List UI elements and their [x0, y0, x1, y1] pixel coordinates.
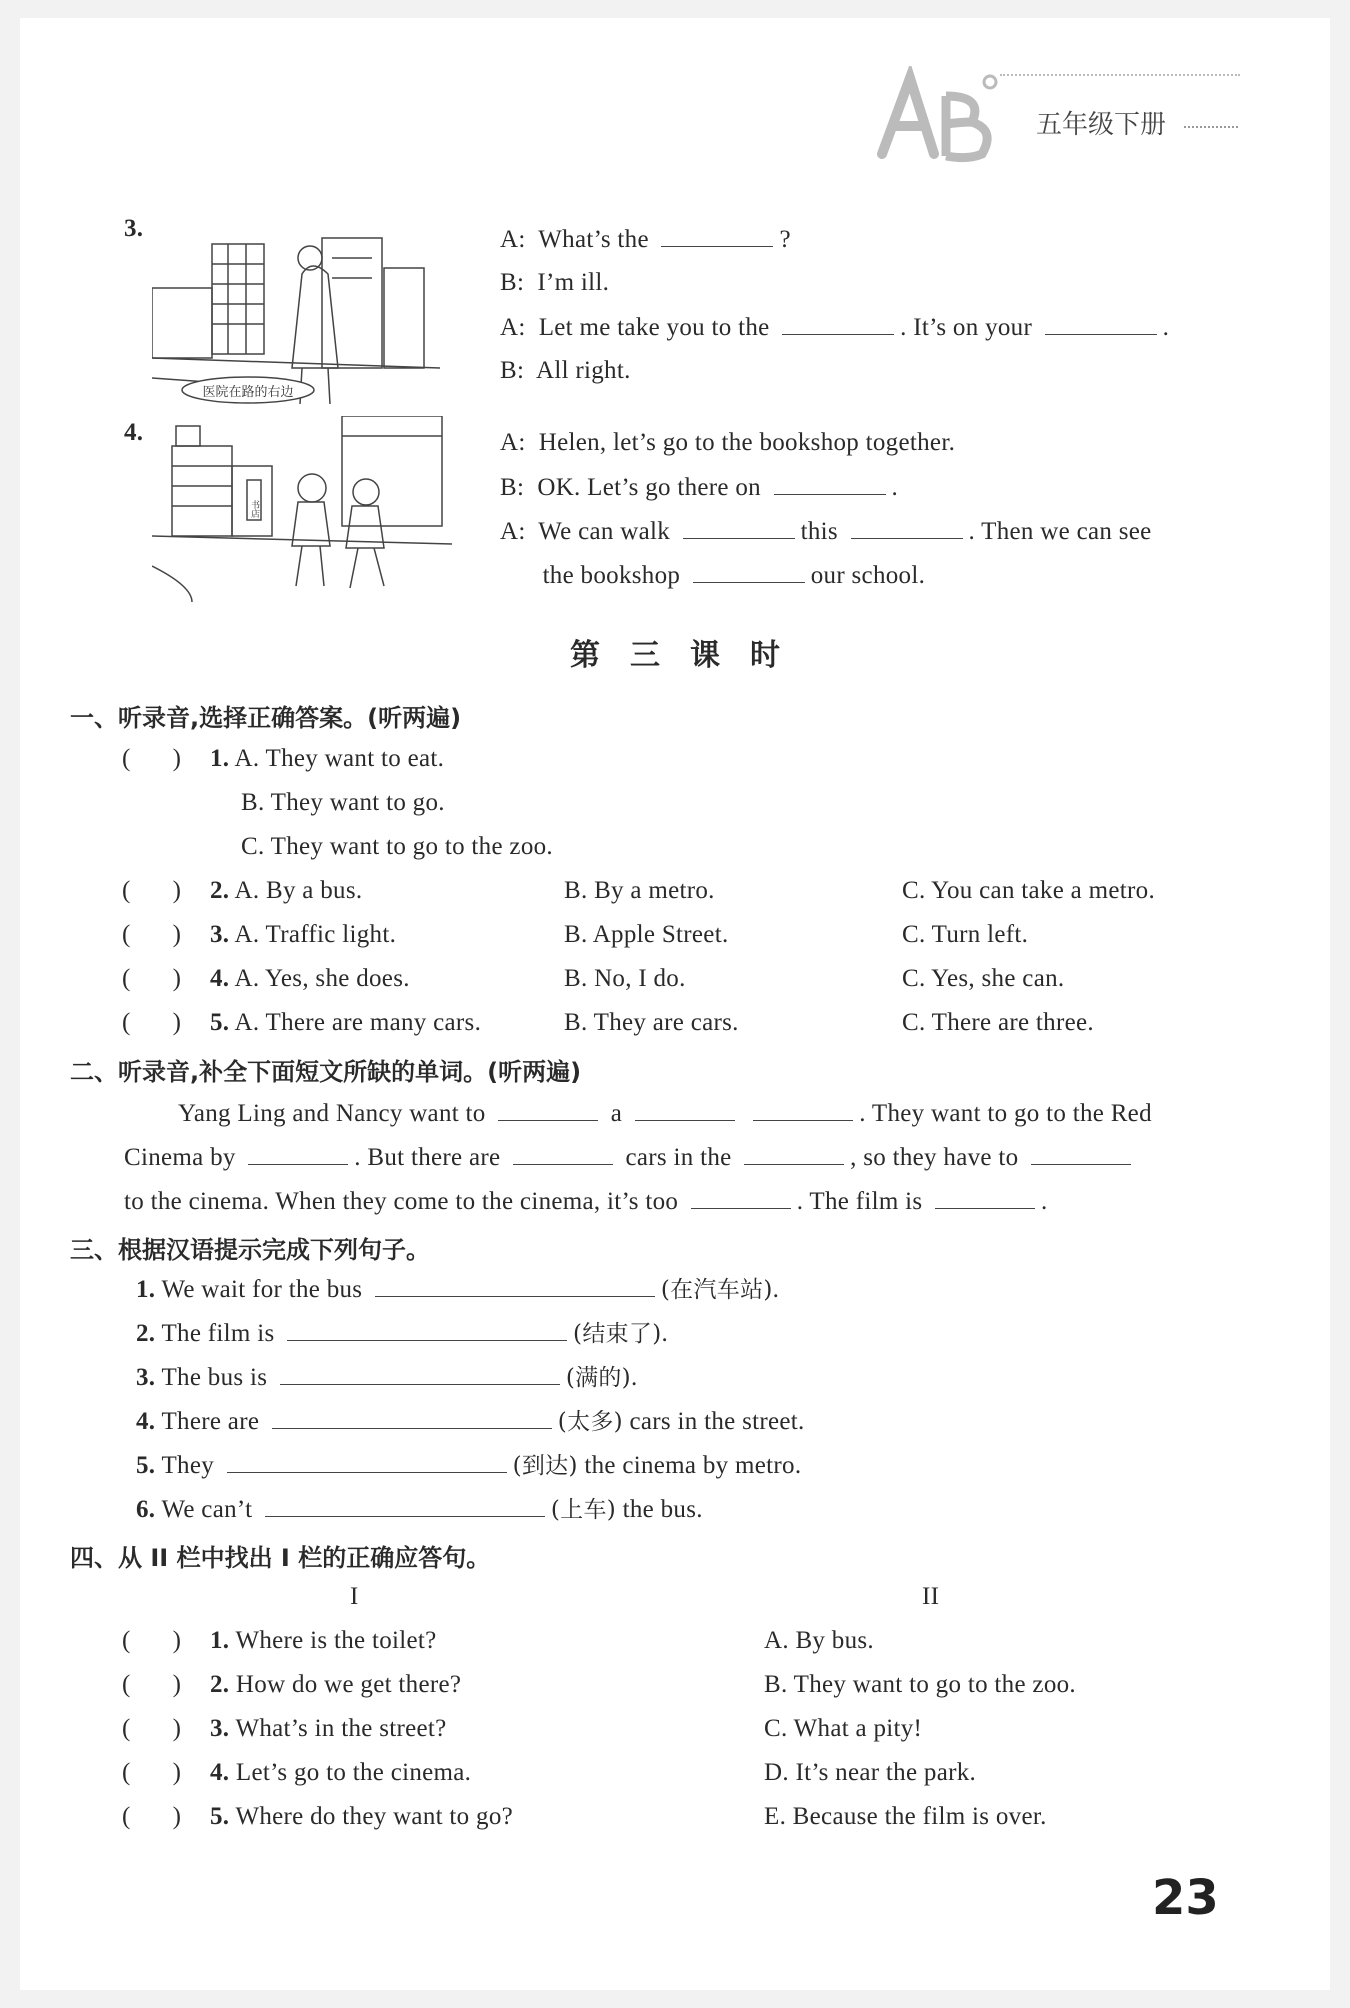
answer-blank[interactable] — [375, 1274, 655, 1297]
s1-q1-a: 1. A. They want to eat. — [210, 745, 445, 772]
column-1-header: I — [350, 1583, 359, 1610]
section-2-title: 二、听录音,补全下面短文所缺的单词。(听两遍) — [70, 1058, 582, 1086]
s3-item-1: 1. We wait for the bus (在汽车站). — [136, 1276, 780, 1303]
dialog-4-line-1: A: Helen, let’s go to the bookshop together. — [500, 429, 956, 456]
s3-item-6: 6. We can’t (上车) the bus. — [136, 1496, 703, 1523]
bookshop-sign: 书店 — [249, 500, 259, 518]
s3-item-4: 4. There are (太多) cars in the street. — [136, 1408, 805, 1435]
dialog-3-line-1: A: What’s the ? — [500, 226, 791, 253]
answer-blank[interactable] — [683, 516, 795, 539]
s2-line-1: Yang Ling and Nancy want to a . They want to go to the Red — [178, 1100, 1152, 1127]
s1-q1-c: C. They want to go to the zoo. — [241, 833, 553, 860]
s1-q1-paren: ( ) — [122, 745, 182, 772]
section-3-title: 三、根据汉语提示完成下列句子。 — [70, 1236, 430, 1264]
dialog-4-line-2: B: OK. Let’s go there on . — [500, 474, 899, 501]
answer-blank[interactable] — [287, 1318, 567, 1341]
answer-blank[interactable] — [774, 472, 886, 495]
hospital-sign: 医院在路的右边 — [202, 385, 294, 400]
answer-blank[interactable] — [635, 1098, 735, 1121]
answer-blank[interactable] — [513, 1142, 613, 1165]
answer-blank[interactable] — [248, 1142, 348, 1165]
s1-q1-b: B. They want to go. — [241, 789, 445, 816]
answer-blank[interactable] — [744, 1142, 844, 1165]
lesson-title: 第 三 课 时 — [570, 638, 780, 673]
answer-blank[interactable] — [851, 516, 963, 539]
section-1-title: 一、听录音,选择正确答案。(听两遍) — [70, 704, 462, 732]
bookshop-illustration — [152, 416, 452, 607]
s2-line-3: to the cinema. When they come to the cinema, it’s too . The film is . — [124, 1188, 1048, 1215]
s2-line-2: Cinema by . But there are cars in the , so they have to — [124, 1142, 1137, 1173]
s3-item-3: 3. The bus is (满的). — [136, 1364, 638, 1391]
dialog-4-line-4: the bookshop our school. — [542, 562, 926, 589]
answer-blank[interactable] — [782, 312, 894, 335]
ab-logo-icon — [872, 66, 1012, 166]
header-logo — [872, 66, 1012, 170]
answer-blank[interactable] — [693, 560, 805, 583]
dialog-3-line-4: B: All right. — [500, 357, 631, 384]
worksheet-page: 五年级下册 3. 医院在路的右边 A: What’s the ? B: I’m ill. A: Let me take you to the . It’s on your . B: All right. 4. 书店 A: Helen, let’s go to the bookshop together. B: OK. Let’s go there on . A: We can walk this . Then we can see the bookshop our school. 第 三 课 时 一、听录音,选择正确答案。(听两遍) ( ) 1. A. They want to eat. B. They want to go. C. They want to go to the zoo. ( ) 2. A. By a bus. B. By a metro. C. You can take a metro. ( ) 3. A. Traffic light. B. Apple Street. C. Turn left. ( ) 4. A. Yes, she does. B. No, I do. C. Yes, she can. ( ) 5. A. There are many cars. B. They are cars. C. There are three. 二、听录音,补全下面短文所缺的单词。(听两遍) Yang Ling and Nancy want to a . They want to go to the Red Cinema by . But there are cars in the , so they have to to the cinema. When they come to the cinema, it’s too . The film is . 三、根据汉语提示完成下列句子。 1. We wait for the bus (在汽车站). 2. The film is (结束了). 3. The bus is (满的). 4. There are (太多) cars in the street. 5. They (到达) the cinema by metro. 6. We can’t (上车) the bus. 四、从 II 栏中找出 I 栏的正确应答句。 I II ( ) 1. Where is the toilet? A. By bus. ( ) 2. How do we get there? B. They want to go to the zoo. ( ) 3. What’s in the street? C. What a pity! ( ) 4. Let’s go to the cinema. D. It’s near the park. ( ) 5. Where do they want to go? E. Because the film is over. 23 — [20, 18, 1330, 1990]
column-2-header: II — [922, 1583, 940, 1610]
header-grade: 五年级下册 — [1036, 110, 1167, 140]
answer-blank[interactable] — [227, 1450, 507, 1473]
answer-blank[interactable] — [753, 1098, 853, 1121]
answer-blank[interactable] — [1045, 312, 1157, 335]
header-dots — [1184, 126, 1238, 128]
dialog-4-number: 4. — [124, 419, 144, 446]
answer-blank[interactable] — [935, 1186, 1035, 1209]
answer-blank[interactable] — [498, 1098, 598, 1121]
header-dotted-rule — [1000, 74, 1240, 76]
answer-blank[interactable] — [661, 224, 773, 247]
s3-item-2: 2. The film is (结束了). — [136, 1320, 669, 1347]
page-number: 23 — [1152, 1870, 1219, 1926]
dialog-3-number: 3. — [124, 215, 144, 242]
section-4-title: 四、从 II 栏中找出 I 栏的正确应答句。 — [70, 1544, 491, 1572]
dialog-3-line-3: A: Let me take you to the . It’s on your . — [500, 314, 1170, 341]
answer-blank[interactable] — [272, 1406, 552, 1429]
dialog-4-line-3: A: We can walk this . Then we can see — [500, 518, 1152, 545]
hospital-illustration — [152, 218, 440, 409]
dialog-3-line-2: B: I’m ill. — [500, 269, 610, 296]
answer-blank[interactable] — [265, 1494, 545, 1517]
answer-blank[interactable] — [280, 1362, 560, 1385]
answer-blank[interactable] — [1031, 1142, 1131, 1165]
answer-blank[interactable] — [691, 1186, 791, 1209]
s3-item-5: 5. They (到达) the cinema by metro. — [136, 1452, 802, 1479]
